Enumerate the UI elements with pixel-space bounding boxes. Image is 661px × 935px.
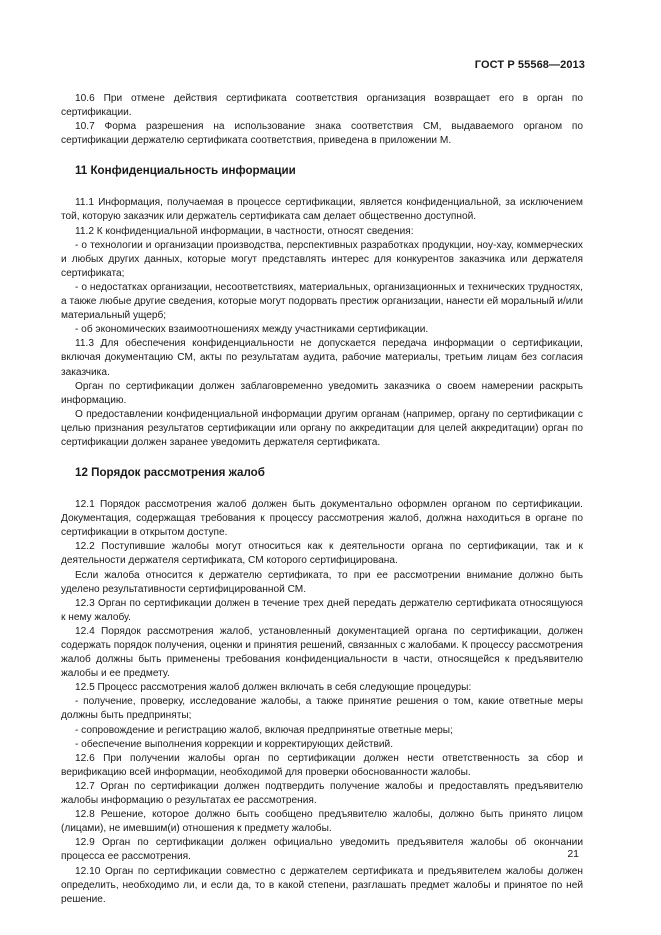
paragraph: Если жалоба относится к держателю сертификата, то при ее рассмотрении внимание должно быть уделено результативности сертифицированной СМ. xyxy=(61,569,583,595)
paragraph: О предоставлении конфиденциальной информации другим органам (например, органу по сертификации с целью признания результатов сертификации или органу по аккредитации для целей аккредитации) орган по сертификации должен заранее уведомить держателя сертификата. xyxy=(61,408,583,448)
paragraph-12-4: 12.4 Порядок рассмотрения жалоб, установленный документацией органа по сертификации, должен содержать порядок получения, оценки и принятия решений, связанных с жалобами. К процессу рассмотрения жалоб должны быть применены требования конфиденциальности в части, относящейся к предъявителю жалобы и ее предмету. xyxy=(61,625,583,680)
section-11-title: 11 Конфиденциальность информации xyxy=(75,164,296,178)
list-item: - о технологии и организации производства, перспективных разработках продукции, ноу-хау, коммерческих и любых других данных, которые могут представлять интерес для конкурентов заказчика или держателя сертификата; xyxy=(61,239,583,279)
paragraph-12-3: 12.3 Орган по сертификации должен в течение трех дней передать держателю сертификата относящуюся к нему жалобу. xyxy=(61,597,583,623)
page-number: 21 xyxy=(567,848,579,860)
paragraph-12-2: 12.2 Поступившие жалобы могут относиться как к деятельности органа по сертификации, так и к деятельности держателя сертификата, СМ которого сертифицирована. xyxy=(61,541,583,567)
paragraph-12-7: 12.7 Орган по сертификации должен подтвердить получение жалобы и предоставлять предъявителю жалобы информацию о результатах ее рассмотрения. xyxy=(61,780,583,807)
paragraph-12-9: 12.9 Орган по сертификации должен официально уведомить предъявителя жалобы об окончании процесса ее рассмотрения. xyxy=(61,837,583,863)
paragraph-12-10: 12.10 Орган по сертификации совместно с держателем сертификата и предъявителем жалобы должен определить, необходимо ли, и если да, то в какой степени, разглашать предмет жалобы и принятое по ней решение. xyxy=(61,865,583,905)
list-item: - об экономических взаимоотношениях между участниками сертификации. xyxy=(75,324,429,336)
paragraph: Орган по сертификации должен заблаговременно уведомить заказчика о своем намерении раскрыть информацию. xyxy=(61,380,583,406)
paragraph-11-2: 11.2 К конфиденциальной информации, в частности, относят сведения: xyxy=(75,225,414,237)
paragraph-12-8: 12.8 Решение, которое должно быть сообщено предъявителю жалобы, должно быть принято лицом (лицами), не имевшим(и) отношения к предмету жалобы. xyxy=(61,809,583,835)
paragraph-12-6: 12.6 При получении жалобы орган по сертификации должен нести ответственность за сбор и верификацию всей информации, необходимой для проверки обоснованности жалобы. xyxy=(61,752,583,778)
paragraph-12-1: 12.1 Порядок рассмотрения жалоб должен быть документально оформлен органом по сертификации. Документация, содержащая требования к процессу рассмотрения жалоб, должна находиться в органе по сертификации в открытом доступе. xyxy=(61,499,583,539)
document-body xyxy=(61,92,583,907)
section-12-title: 12 Порядок рассмотрения жалоб xyxy=(75,466,265,480)
paragraph-10-7: 10.7 Форма разрешения на использование знака соответствия СМ, выдаваемого органом по сертификации держателю сертификата соответствия, приведена в приложении М. xyxy=(61,121,583,147)
list-item: - сопровождение и регистрацию жалоб, включая предпринятые ответные меры; xyxy=(75,724,453,736)
list-item: - о недостатках организации, несоответствиях, материальных, организационных и технических трудностях, а также любые другие сведения, которые могут подорвать престиж организации, нанести ей моральный и/или материальный ущерб; xyxy=(61,281,583,322)
list-item: - обеспечение выполнения коррекции и корректирующих действий. xyxy=(75,738,394,750)
paragraph-11-1: 11.1 Информация, получаемая в процессе сертификации, является конфиденциальной, за исключением той, которую заказчик или держатель сертификата сам делает общественно доступной. xyxy=(61,197,583,223)
paragraph-11-3: 11.3 Для обеспечения конфиденциальности не допускается передача информации о сертификации, включая документацию СМ, акты по результатам аудита, рабочие материалы, третьим лицам без согласия заказчика. xyxy=(61,338,583,378)
paragraph-12-5: 12.5 Процесс рассмотрения жалоб должен включать в себя следующие процедуры: xyxy=(75,682,472,694)
paragraph-10-6: 10.6 При отмене действия сертификата соответствия организация возвращает его в орган по сертификации. xyxy=(61,93,583,119)
standard-designation: ГОСТ Р 55568—2013 xyxy=(474,59,585,71)
list-item: - получение, проверку, исследование жалобы, а также принятие решения о том, какие ответные меры должны быть предприняты; xyxy=(61,696,583,722)
